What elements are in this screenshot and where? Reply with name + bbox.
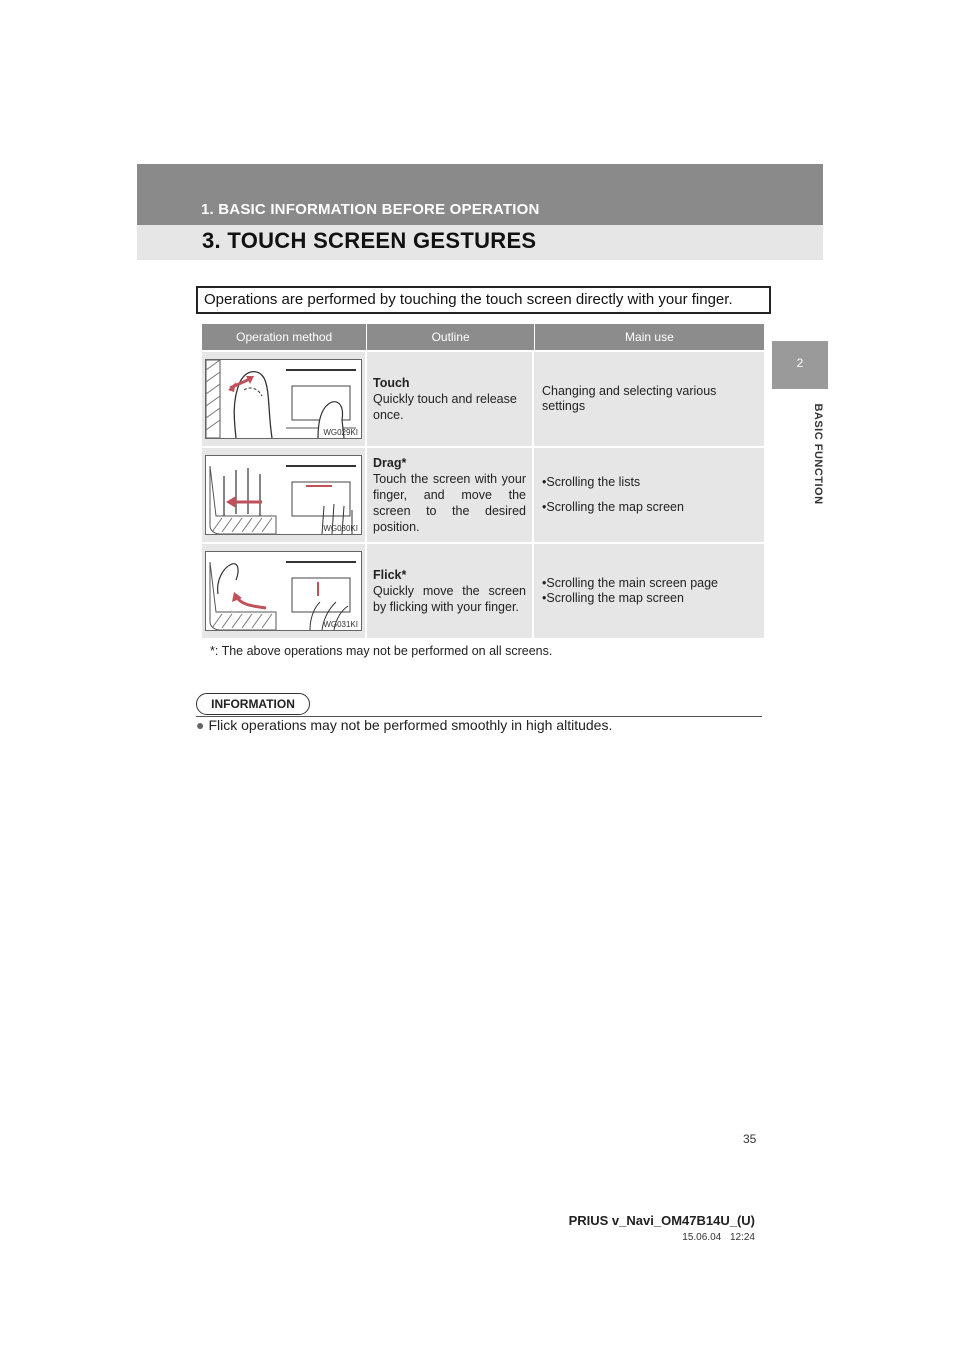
main-use-cell [534,544,764,638]
table-row [202,542,764,638]
page-number: 35 [743,1132,757,1146]
gesture-table [202,324,764,638]
figure-id: WG029KI [323,428,358,437]
operation-name: Touch [373,376,410,390]
operation-description: Quickly touch and release once. [373,392,517,422]
footnote: *: The above operations may not be performed on all screens. [210,644,553,658]
touch-gesture-icon [206,360,361,438]
main-use-item: Changing and selecting various settings [542,384,717,413]
information-item [196,717,612,733]
header-outline: Outline [367,324,534,350]
touch-illustration [205,359,362,439]
illustration-cell [202,544,367,638]
outline-cell [367,544,534,638]
main-use-item: •Scrolling the lists [542,475,641,489]
table-header [202,324,764,350]
operation-description: Touch the screen with your finger, and move the screen to the desired position. [373,472,526,534]
main-use-item: •Scrolling the main screen page [542,576,719,590]
outline-cell [367,448,534,542]
flick-gesture-icon [206,552,361,630]
table-row [202,350,764,446]
main-use-item: •Scrolling the map screen [542,591,684,605]
intro-box: Operations are performed by touching the touch screen directly with your finger. [196,286,771,314]
drag-gesture-icon [206,456,361,534]
footer-date: 15.06.04 12:24 [682,1232,755,1243]
outline-cell [367,352,534,446]
information-badge: INFORMATION [196,693,310,715]
section-label: 1. BASIC INFORMATION BEFORE OPERATION [201,201,540,218]
figure-id: WG030KI [323,524,358,533]
drag-illustration [205,455,362,535]
table-row [202,446,764,542]
illustration-cell [202,448,367,542]
footer-model: PRIUS v_Navi_OM47B14U_(U) [568,1213,755,1228]
operation-name: Drag* [373,456,407,470]
chapter-label: BASIC FUNCTION [812,403,824,505]
main-use-cell [534,352,764,446]
flick-illustration [205,551,362,631]
header-operation-method: Operation method [202,324,367,350]
page-title: 3. TOUCH SCREEN GESTURES [202,228,537,253]
bullet-icon: ● [196,717,205,733]
main-use-item: •Scrolling the map screen [542,500,684,514]
information-text: Flick operations may not be performed smoothly in high altitudes. [208,717,613,733]
illustration-cell [202,352,367,446]
operation-name: Flick* [373,568,407,582]
main-use-cell [534,448,764,542]
header-main-use: Main use [625,330,674,344]
figure-id: WG031KI [323,620,358,629]
chapter-number: 2 [796,356,804,370]
operation-description: Quickly move the screen by flicking with your finger. [373,584,526,614]
